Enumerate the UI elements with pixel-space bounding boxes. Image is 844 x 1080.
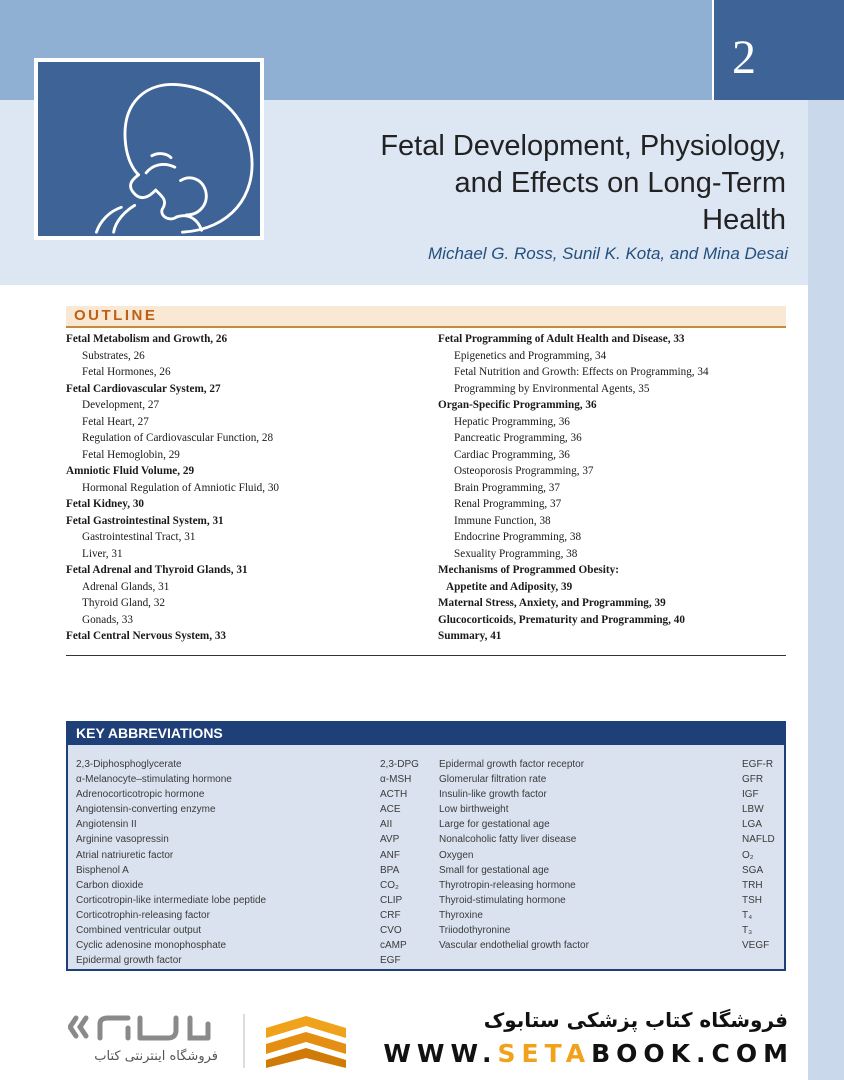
- abbreviations-left-column: [76, 757, 419, 968]
- url-accent: SETA: [497, 1039, 592, 1068]
- outline-subsection-entry[interactable]: Sexuality Programming, 38: [454, 547, 578, 560]
- outline-subsection-entry[interactable]: Fetal Hemoglobin, 29: [82, 448, 180, 461]
- abbreviation-row: [76, 878, 406, 893]
- chapter-number: 2: [732, 31, 756, 84]
- outline-section-entry[interactable]: Fetal Kidney, 30: [66, 498, 145, 510]
- abbreviation-term: Nonalcoholic fatty liver disease: [439, 834, 577, 846]
- outline-heading: OUTLINE: [74, 307, 158, 324]
- outline-subsection-entry[interactable]: Hormonal Regulation of Amniotic Fluid, 30: [82, 481, 280, 494]
- key-abbreviations-heading: KEY ABBREVIATIONS: [76, 725, 223, 741]
- abbreviation-code: O₂: [742, 849, 754, 861]
- abbreviation-row: [439, 832, 774, 847]
- outline-right-column: [438, 331, 709, 645]
- outline-subsection-entry[interactable]: Thyroid Gland, 32: [82, 597, 165, 609]
- abbreviation-row: [76, 772, 412, 787]
- abbreviation-code: EGF: [380, 955, 401, 967]
- logo-subtitle: فروشگاه اینترنتی کتاب: [94, 1049, 218, 1064]
- outline-subsection-entry[interactable]: Programming by Environmental Agents, 35: [454, 382, 650, 395]
- chapter-number-box: [712, 0, 844, 100]
- abbreviation-term: Small for gestational age: [439, 864, 550, 876]
- abbreviation-term: Angiotensin II: [76, 819, 137, 831]
- outline-section-entry[interactable]: Fetal Central Nervous System, 33: [66, 630, 227, 642]
- abbreviation-term: Combined ventricular output: [76, 925, 202, 937]
- page-edge-rail: [808, 100, 844, 1080]
- abbreviation-row: [439, 878, 774, 893]
- outline-subsection-entry[interactable]: Adrenal Glands, 31: [82, 580, 170, 593]
- abbreviation-code: LGA: [742, 819, 763, 831]
- outline-left-column: [66, 331, 279, 645]
- abbreviation-code: ANF: [380, 849, 400, 861]
- abbreviation-row: [439, 772, 774, 787]
- outline-subsection-entry[interactable]: Renal Programming, 37: [454, 498, 562, 510]
- abbreviation-term: Arginine vasopressin: [76, 834, 169, 846]
- chapter-title-line: Health: [702, 204, 786, 236]
- abbreviation-code: ACTH: [380, 789, 408, 801]
- abbreviation-term: Oxygen: [439, 849, 474, 861]
- outline-subsection-entry[interactable]: Fetal Hormones, 26: [82, 366, 171, 378]
- setabook-logo[interactable]: [68, 1010, 368, 1072]
- abbreviation-code: LBW: [742, 804, 764, 816]
- outline-section-entry[interactable]: Fetal Cardiovascular System, 27: [66, 382, 221, 395]
- abbreviation-code: NAFLD: [742, 834, 775, 846]
- store-banner: [34, 994, 808, 1080]
- key-abbreviations-header: [68, 723, 784, 745]
- abbreviation-code: 2,3-DPG: [380, 759, 419, 770]
- abbreviation-term: Triiodothyronine: [439, 925, 511, 937]
- abbreviation-code: VEGF: [742, 940, 770, 952]
- outline-section-entry[interactable]: Summary, 41: [438, 630, 502, 642]
- abbreviation-row: [76, 757, 419, 772]
- abbreviation-row: [76, 832, 406, 847]
- abbreviation-term: Insulin-like growth factor: [439, 789, 547, 801]
- abbreviation-row: [76, 938, 406, 953]
- chapter-authors: Michael G. Ross, Sunil K. Kota, and Mina Desai: [428, 244, 788, 263]
- abbreviation-code: CO₂: [380, 879, 399, 891]
- abbreviation-term: Low birthweight: [439, 804, 509, 816]
- key-abbreviations-box: [66, 721, 786, 971]
- outline-subsection-entry[interactable]: Brain Programming, 37: [454, 481, 560, 494]
- outline-subsection-entry[interactable]: Liver, 31: [82, 547, 123, 560]
- abbreviation-term: Large for gestational age: [439, 819, 550, 831]
- abbreviation-row: [439, 787, 774, 802]
- abbreviation-code: CVO: [380, 925, 402, 937]
- outline-section-entry[interactable]: Fetal Adrenal and Thyroid Glands, 31: [66, 564, 248, 576]
- abbreviation-term: Thyroxine: [439, 909, 483, 921]
- abbreviation-term: α-Melanocyte–stimulating hormone: [76, 774, 232, 786]
- outline-subsection-entry[interactable]: Gastrointestinal Tract, 31: [82, 531, 196, 543]
- abbreviation-row: [76, 817, 406, 832]
- outline-subsection-entry[interactable]: Epigenetics and Programming, 34: [454, 349, 607, 362]
- abbreviation-term: Vascular endothelial growth factor: [439, 940, 589, 952]
- outline-subsection-entry[interactable]: Endocrine Programming, 38: [454, 531, 582, 543]
- fetus-illustration-icon: [34, 58, 264, 240]
- abbreviation-row: [76, 802, 406, 817]
- abbreviation-row: [439, 938, 774, 953]
- abbreviation-term: 2,3-Diphosphoglycerate: [76, 759, 182, 770]
- store-url[interactable]: [383, 1039, 794, 1068]
- abbreviation-row: [439, 908, 774, 923]
- abbreviation-code: AVP: [380, 834, 400, 846]
- abbreviation-term: Adrenocorticotropic hormone: [76, 789, 205, 801]
- abbreviation-row: [76, 923, 406, 938]
- outline-subsection-entry[interactable]: Regulation of Cardiovascular Function, 28: [82, 432, 274, 444]
- outline-subsection-entry[interactable]: Immune Function, 38: [454, 514, 551, 527]
- abbreviation-term: Angiotensin-converting enzyme: [76, 804, 216, 816]
- outline-section-entry[interactable]: Fetal Gastrointestinal System, 31: [66, 514, 224, 527]
- abbreviation-row: [439, 863, 774, 878]
- outline-subsection-entry[interactable]: Cardiac Programming, 36: [454, 448, 570, 461]
- chapter-title-line: Fetal Development, Physiology,: [380, 130, 786, 162]
- abbreviation-code: T₃: [742, 925, 753, 937]
- abbreviation-code: cAMP: [380, 940, 407, 952]
- abbreviation-row: [439, 757, 774, 772]
- abbreviation-code: GFR: [742, 774, 764, 786]
- abbreviation-row: [76, 787, 406, 802]
- abbreviation-code: AII: [380, 819, 393, 831]
- outline-section-entry[interactable]: Mechanisms of Programmed Obesity:: [438, 564, 619, 576]
- outline-subsection-entry[interactable]: Pancreatic Programming, 36: [454, 432, 582, 444]
- abbreviation-term: Corticotrophin-releasing factor: [76, 909, 210, 921]
- abbreviation-code: ACE: [380, 804, 401, 816]
- outline-section-entry[interactable]: Organ-Specific Programming, 36: [438, 399, 597, 411]
- outline-subsection-entry[interactable]: Substrates, 26: [82, 349, 145, 362]
- abbreviation-row: [439, 802, 774, 817]
- abbreviation-term: Carbon dioxide: [76, 879, 144, 891]
- abbreviation-code: EGF-R: [742, 759, 774, 770]
- abbreviation-code: CLIP: [380, 894, 403, 906]
- abbreviation-term: Glomerular filtration rate: [439, 774, 547, 786]
- abbreviation-term: Thyroid-stimulating hormone: [439, 894, 566, 906]
- abbreviation-term: Epidermal growth factor: [76, 955, 182, 967]
- abbreviation-row: [76, 953, 406, 968]
- abbreviation-term: Bisphenol A: [76, 864, 129, 876]
- abbreviation-code: T₄: [742, 909, 753, 921]
- outline-section-entry[interactable]: Glucocorticoids, Prematurity and Programming, 40: [438, 613, 685, 626]
- abbreviation-term: Epidermal growth factor receptor: [439, 759, 585, 770]
- abbreviation-code: IGF: [742, 789, 759, 801]
- abbreviation-code: TSH: [742, 894, 762, 906]
- outline-subsection-entry[interactable]: Fetal Nutrition and Growth: Effects on Programming, 34: [454, 366, 709, 378]
- abbreviation-row: [76, 908, 406, 923]
- outline-section-entry[interactable]: Maternal Stress, Anxiety, and Programming, 39: [438, 597, 666, 609]
- abbreviation-code: CRF: [380, 909, 401, 921]
- abbreviation-row: [76, 863, 406, 878]
- url-prefix: WWW.: [383, 1039, 498, 1068]
- abbreviation-row: [439, 893, 774, 908]
- outline-subsection-entry[interactable]: Osteoporosis Programming, 37: [454, 465, 594, 477]
- abbreviation-row: [439, 923, 774, 938]
- abbreviation-code: α-MSH: [380, 774, 412, 786]
- abbreviation-row: [439, 817, 774, 832]
- outline-subsection-entry[interactable]: Hepatic Programming, 36: [454, 415, 570, 428]
- chapter-title-line: and Effects on Long-Term: [454, 167, 786, 199]
- outline-subsection-entry[interactable]: Fetal Heart, 27: [82, 415, 149, 428]
- abbreviation-row: [76, 893, 406, 908]
- abbreviation-code: TRH: [742, 879, 763, 891]
- outline-subsection-entry[interactable]: Development, 27: [82, 399, 160, 411]
- outline-section-entry[interactable]: Fetal Programming of Adult Health and Disease, 33: [438, 333, 685, 345]
- abbreviation-term: Atrial natriuretic factor: [76, 849, 174, 861]
- outline-subsection-entry[interactable]: Appetite and Adiposity, 39: [446, 580, 573, 593]
- abbreviation-code: SGA: [742, 864, 764, 876]
- outline-heading-bar: [66, 306, 786, 328]
- abbreviation-term: Cyclic adenosine monophosphate: [76, 940, 227, 952]
- outline-divider: [66, 655, 786, 656]
- abbreviations-right-column: [439, 757, 774, 953]
- abbreviation-term: Corticotropin-like intermediate lobe peptide: [76, 894, 267, 906]
- outline-section-entry[interactable]: Fetal Metabolism and Growth, 26: [66, 333, 228, 345]
- abbreviation-term: Thyrotropin-releasing hormone: [439, 879, 576, 891]
- chapter-title: [306, 128, 786, 239]
- store-name: فروشگاه کتاب پزشکی ستابوک: [483, 1008, 788, 1032]
- layered-chevron-logo-icon: [266, 1016, 346, 1068]
- url-suffix: BOOK.COM: [591, 1039, 794, 1068]
- abbreviation-row: [76, 848, 406, 863]
- abbreviation-row: [439, 848, 774, 863]
- outline-subsection-entry[interactable]: Gonads, 33: [82, 613, 133, 626]
- abbreviation-code: BPA: [380, 864, 400, 876]
- outline-section-entry[interactable]: Amniotic Fluid Volume, 29: [66, 465, 195, 477]
